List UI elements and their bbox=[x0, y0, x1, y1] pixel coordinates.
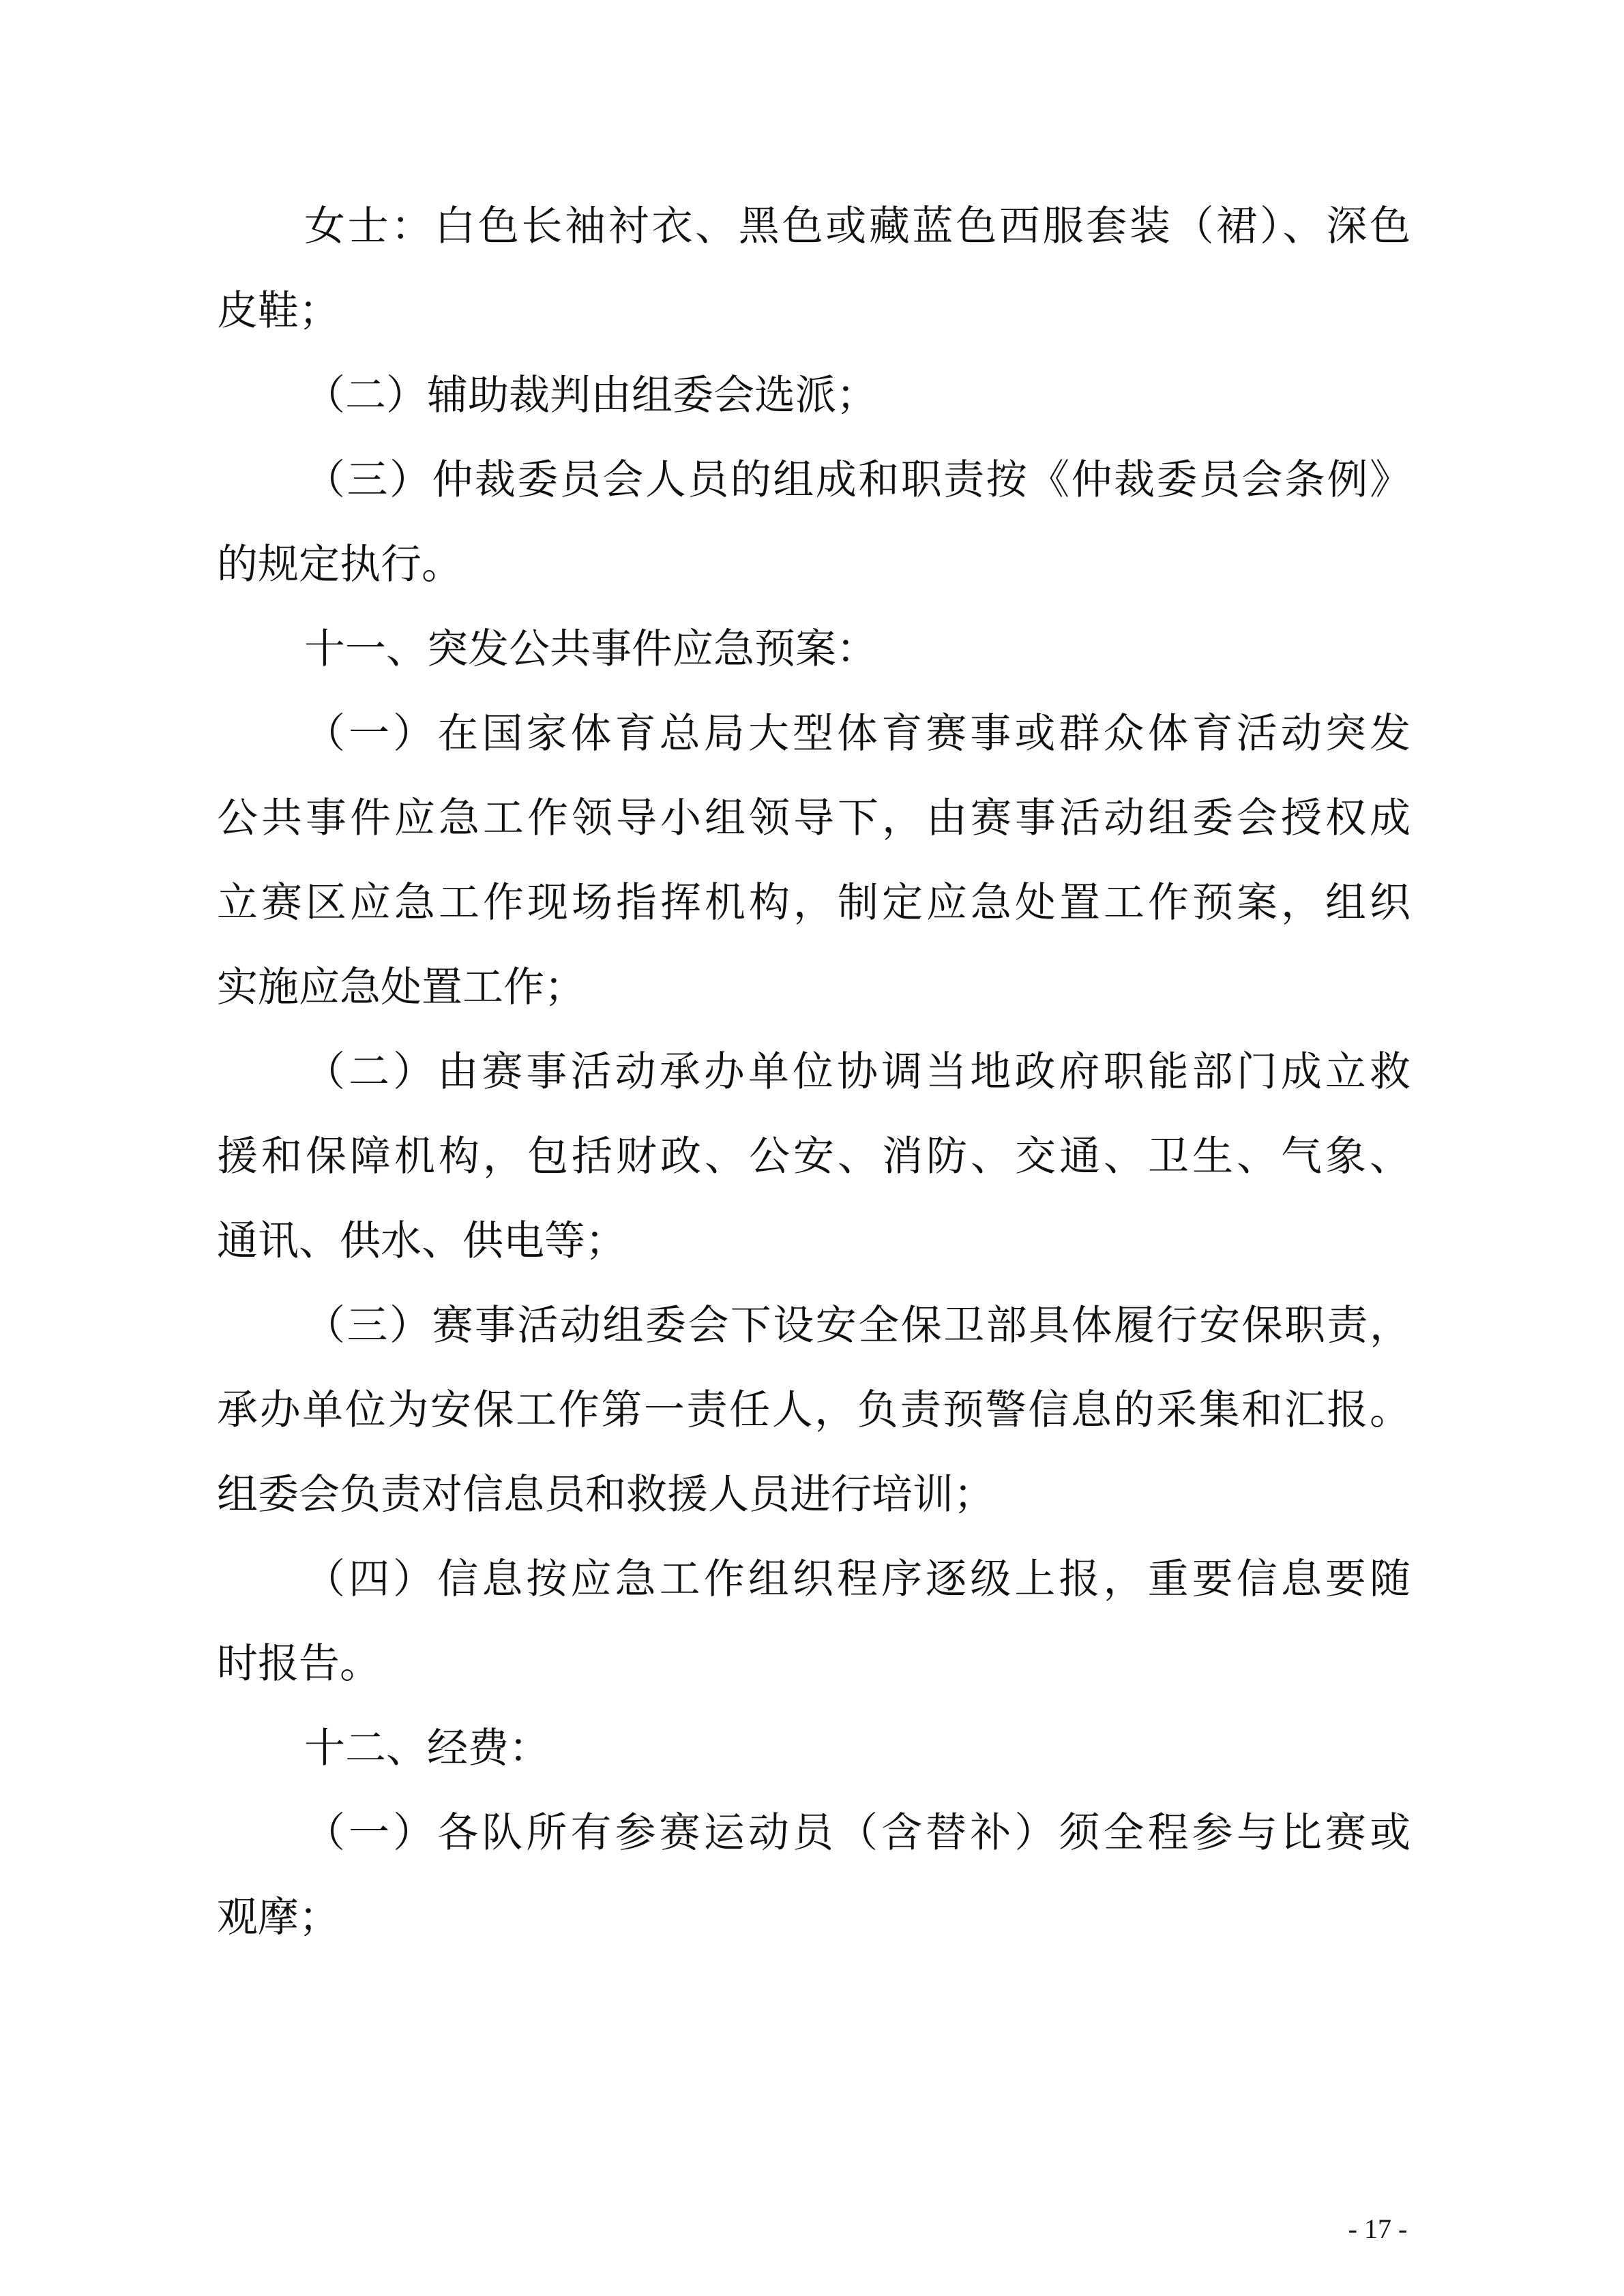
text-line: 观摩； bbox=[217, 1894, 340, 1941]
text-line: 承办单位为安保工作第一责任人，负责预警信息的采集和汇报。 bbox=[217, 1386, 1411, 1434]
text-line: 援和保障机构，包括财政、公安、消防、交通、卫生、气象、 bbox=[217, 1133, 1411, 1180]
text-line: 女士：白色长袖衬衣、黑色或藏蓝色西服套装（裙）、深色 bbox=[304, 203, 1411, 250]
text-line: 通讯、供水、供电等； bbox=[217, 1217, 626, 1265]
text-line: 组委会负责对信息员和救援人员进行培训； bbox=[217, 1471, 994, 1519]
section-heading: 十二、经费： bbox=[304, 1725, 550, 1772]
text-line: 公共事件应急工作领导小组领导下，由赛事活动组委会授权成 bbox=[217, 794, 1411, 842]
text-line: 的规定执行。 bbox=[217, 541, 462, 588]
text-line: （三）赛事活动组委会下设安全保卫部具体履行安保职责， bbox=[304, 1302, 1411, 1350]
text-line: （一）在国家体育总局大型体育赛事或群众体育活动突发 bbox=[304, 710, 1411, 758]
text-line: 时报告。 bbox=[217, 1640, 381, 1688]
section-heading: 十一、突发公共事件应急预案： bbox=[304, 625, 877, 673]
text-line: 实施应急处置工作； bbox=[217, 964, 585, 1011]
text-line: （二）由赛事活动承办单位协调当地政府职能部门成立救 bbox=[304, 1048, 1411, 1096]
page-number: - 17 - bbox=[1348, 2213, 1408, 2244]
text-line: （一）各队所有参赛运动员（含替补）须全程参与比赛或 bbox=[304, 1809, 1411, 1857]
text-line: （二）辅助裁判由组委会选派； bbox=[304, 372, 877, 419]
text-line: 立赛区应急工作现场指挥机构，制定应急处置工作预案，组织 bbox=[217, 879, 1411, 927]
text-line: （四）信息按应急工作组织程序逐级上报，重要信息要随 bbox=[304, 1555, 1411, 1603]
document-body bbox=[217, 184, 1411, 1960]
text-line: 皮鞋； bbox=[217, 287, 340, 335]
text-line: （三）仲裁委员会人员的组成和职责按《仲裁委员会条例》 bbox=[304, 456, 1411, 504]
